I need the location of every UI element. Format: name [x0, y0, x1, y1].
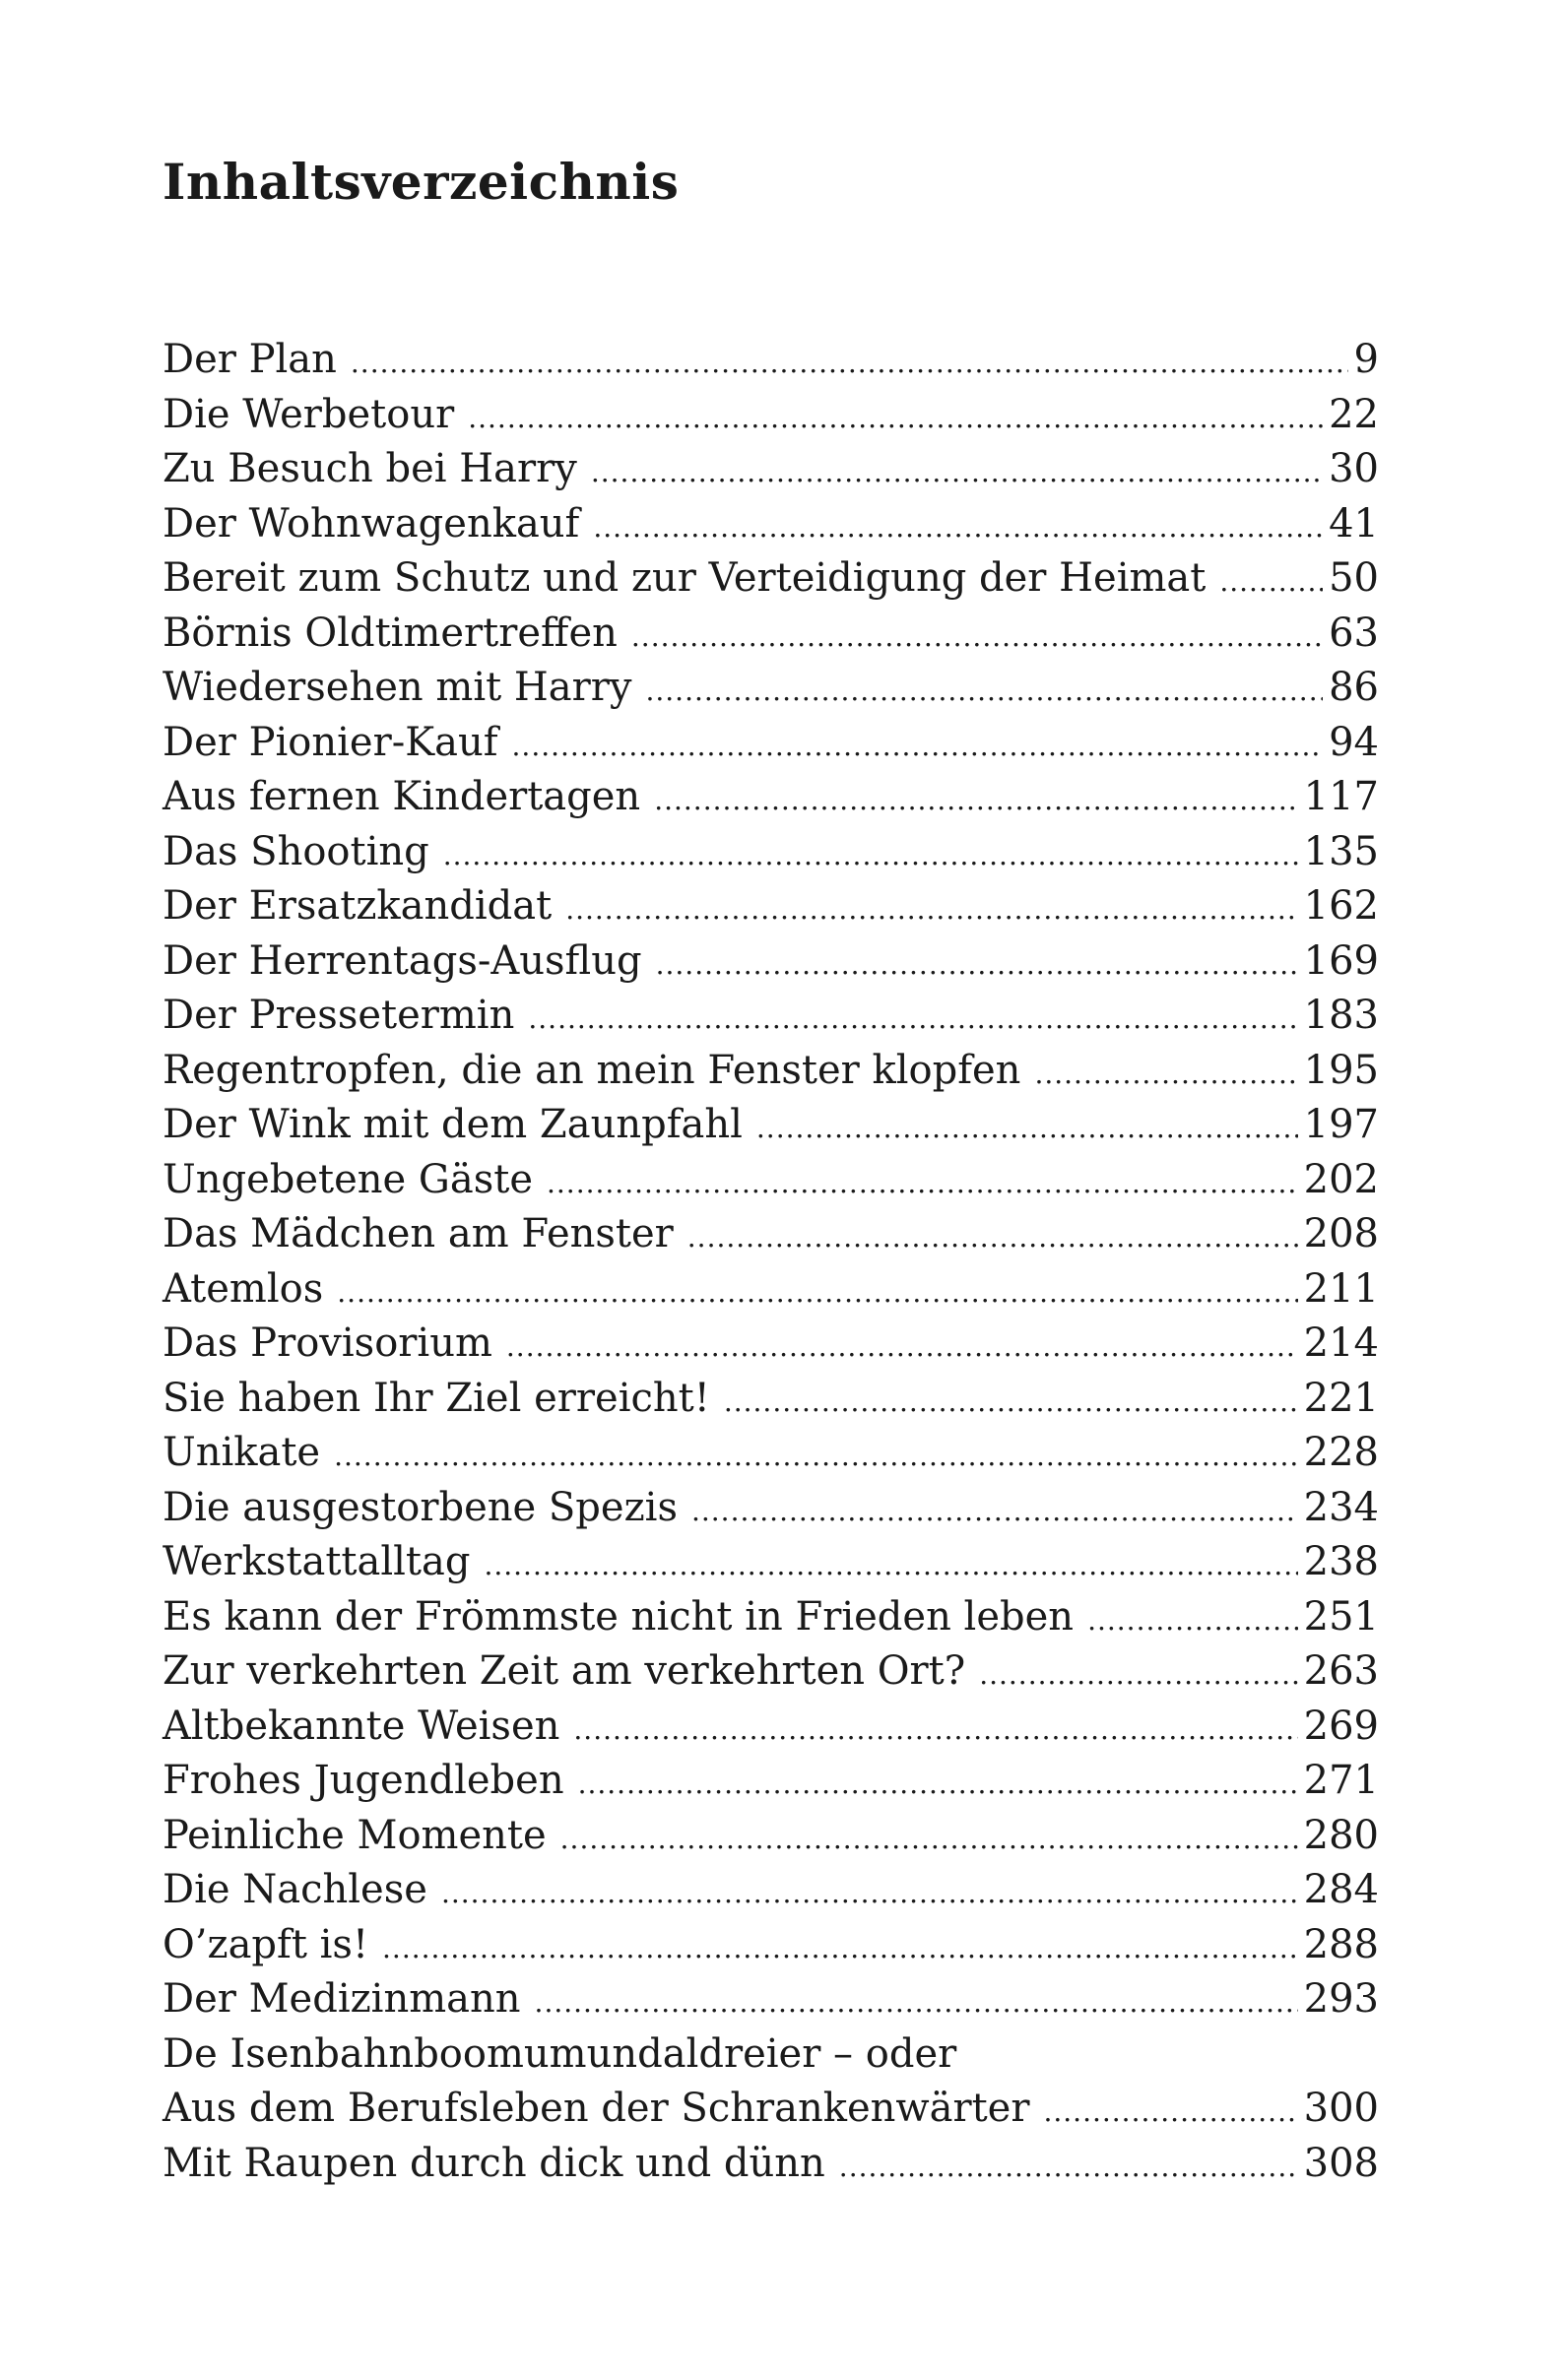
- toc-entry-line: [163, 1262, 1379, 1318]
- toc-entry-title: Peinliche Momente: [163, 1812, 547, 1858]
- toc-entry-line: [163, 1700, 1379, 1755]
- toc-entry: [163, 716, 1379, 771]
- dot-leader: [528, 992, 1297, 1047]
- toc-entry-line: [163, 770, 1379, 825]
- toc-entry-title: Der Plan: [163, 337, 337, 382]
- toc-entry-page-number: 214: [1303, 1320, 1379, 1366]
- toc-entry-line: [163, 1918, 1379, 1973]
- toc-entry-page-number: 293: [1303, 1976, 1379, 2022]
- toc-entry-line: [163, 1481, 1379, 1536]
- toc-entry-page-number: 197: [1303, 1102, 1379, 1147]
- toc-entry-page-number: 228: [1303, 1430, 1379, 1475]
- toc-entry-title: Das Mädchen am Fenster: [163, 1211, 674, 1256]
- toc-entry-title: Werkstattalltag: [163, 1539, 471, 1584]
- dot-leader: [512, 719, 1324, 774]
- toc-entry-line: [163, 1317, 1379, 1372]
- toc-entry-line: [163, 2137, 1379, 2192]
- toc-entry-title: Altbekannte Weisen: [163, 1703, 560, 1749]
- toc-entry: [163, 1262, 1379, 1318]
- toc-list: [163, 333, 1379, 2191]
- dot-leader: [1043, 2085, 1297, 2140]
- toc-entry-line: [163, 989, 1379, 1044]
- toc-entry-page-number: 234: [1303, 1484, 1379, 1530]
- toc-entry-title: Atemlos: [163, 1265, 324, 1312]
- dot-leader: [573, 1703, 1297, 1758]
- toc-entry-page-number: 50: [1329, 555, 1379, 601]
- toc-entry-line: [163, 607, 1379, 662]
- toc-entry: [163, 934, 1379, 990]
- toc-entry: [163, 1153, 1379, 1208]
- toc-entry-line: [163, 1863, 1379, 1918]
- toc-entry: [163, 1918, 1379, 1973]
- toc-entry-page-number: 162: [1303, 883, 1379, 929]
- dot-leader: [645, 664, 1323, 719]
- toc-entry: [163, 333, 1379, 388]
- toc-entry-line: [163, 1590, 1379, 1645]
- toc-entry: [163, 1863, 1379, 1918]
- toc-entry-line: [163, 1754, 1379, 1809]
- dot-leader: [334, 1429, 1298, 1484]
- dot-leader: [565, 882, 1297, 937]
- toc-entry-line: [163, 1644, 1379, 1700]
- dot-leader: [591, 445, 1323, 500]
- toc-entry-title: Die ausgestorbene Spezis: [163, 1484, 678, 1530]
- toc-entry-line: [163, 879, 1379, 934]
- toc-entry: [163, 1754, 1379, 1809]
- toc-entry-line: [163, 1809, 1379, 1864]
- dot-leader: [756, 1101, 1298, 1156]
- dot-leader: [654, 773, 1297, 828]
- toc-entry-title: O’zapft is!: [163, 1921, 369, 1967]
- toc-entry-title: Der Herrentags-Ausflug: [163, 937, 642, 984]
- toc-entry-title: Börnis Oldtimertreffen: [163, 610, 618, 656]
- toc-entry-page-number: 308: [1303, 2140, 1379, 2186]
- toc-heading: Inhaltsverzeichnis: [163, 153, 680, 211]
- toc-entry-page-number: 211: [1303, 1265, 1379, 1312]
- toc-entry: [163, 825, 1379, 880]
- toc-entry-line: [163, 2027, 1379, 2083]
- toc-entry-line: [163, 551, 1379, 607]
- toc-entry-title: De Isenbahnboomumundaldreier – oder: [163, 2030, 957, 2077]
- toc-entry-page-number: 288: [1303, 1921, 1379, 1967]
- toc-entry-line: [163, 1426, 1379, 1481]
- toc-entry-page-number: 183: [1303, 993, 1379, 1038]
- toc-entry-page-number: 63: [1329, 610, 1379, 656]
- toc-entry-line: [163, 2082, 1379, 2137]
- toc-entry-page-number: 280: [1303, 1812, 1379, 1858]
- toc-entry: [163, 388, 1379, 443]
- toc-entry-line: [163, 1098, 1379, 1153]
- dot-leader: [382, 1921, 1298, 1976]
- toc-entry-line: [163, 1153, 1379, 1208]
- toc-entry-page-number: 300: [1303, 2086, 1379, 2131]
- toc-entry-page-number: 271: [1303, 1758, 1379, 1803]
- toc-entry-page-number: 22: [1329, 391, 1379, 437]
- toc-entry-title: Der Medizinmann: [163, 1976, 521, 2022]
- toc-entry: [163, 1809, 1379, 1864]
- dot-leader: [506, 1319, 1298, 1375]
- toc-entry: [163, 1372, 1379, 1427]
- toc-entry-title: Bereit zum Schutz und zur Verteidigung der Heimat: [163, 555, 1207, 601]
- toc-entry-title: Regentropfen, die an mein Fenster klopfen: [163, 1047, 1021, 1093]
- dot-leader: [656, 937, 1298, 993]
- toc-entry-page-number: 86: [1329, 665, 1379, 710]
- toc-entry-title: Der Wink mit dem Zaunpfahl: [163, 1102, 743, 1147]
- toc-entry-line: [163, 825, 1379, 880]
- dot-leader: [631, 610, 1323, 665]
- dot-leader: [593, 500, 1323, 555]
- toc-entry-line: [163, 497, 1379, 552]
- toc-entry-page-number: 269: [1303, 1703, 1379, 1749]
- toc-entry-title: Aus fernen Kindertagen: [163, 774, 641, 819]
- toc-entry: [163, 607, 1379, 662]
- toc-entry-line: [163, 661, 1379, 716]
- toc-entry-page-number: 30: [1329, 446, 1379, 491]
- toc-entry-page-number: 251: [1303, 1593, 1379, 1640]
- toc-entry: [163, 1481, 1379, 1536]
- toc-entry-title: Die Werbetour: [163, 391, 455, 437]
- toc-entry-title: Sie haben Ihr Ziel erreicht!: [163, 1375, 710, 1421]
- dot-leader: [535, 1975, 1298, 2030]
- toc-entry: [163, 1535, 1379, 1590]
- toc-entry-page-number: 221: [1303, 1375, 1379, 1421]
- dot-leader: [979, 1647, 1297, 1703]
- toc-entry-title: Mit Raupen durch dick und dünn: [163, 2140, 825, 2186]
- toc-entry: [163, 1098, 1379, 1153]
- toc-entry-title: Unikate: [163, 1430, 321, 1475]
- toc-entry-title: Wiedersehen mit Harry: [163, 665, 632, 710]
- dot-leader: [1219, 554, 1323, 610]
- toc-entry: [163, 770, 1379, 825]
- dot-leader: [443, 828, 1298, 883]
- toc-entry-page-number: 117: [1303, 774, 1379, 819]
- toc-entry: [163, 879, 1379, 934]
- dot-leader: [1034, 1047, 1297, 1102]
- dot-leader: [839, 2140, 1298, 2195]
- toc-entry-page-number: 135: [1303, 828, 1379, 874]
- toc-entry: [163, 989, 1379, 1044]
- toc-entry-line: [163, 934, 1379, 990]
- toc-entry-title: Die Nachlese: [163, 1867, 427, 1912]
- toc-entry: [163, 2137, 1379, 2192]
- toc-entry: [163, 442, 1379, 497]
- toc-entry-title: Der Pressetermin: [163, 993, 515, 1038]
- toc-entry-page-number: 9: [1353, 337, 1379, 382]
- toc-entry-page-number: 284: [1303, 1867, 1379, 1912]
- toc-entry: [163, 2027, 1379, 2137]
- toc-entry-page-number: 208: [1303, 1211, 1379, 1256]
- toc-entry: [163, 1972, 1379, 2027]
- toc-entry-page-number: 169: [1303, 937, 1379, 984]
- dot-leader: [724, 1375, 1298, 1430]
- dot-leader: [468, 391, 1323, 446]
- dot-leader: [560, 1812, 1298, 1867]
- toc-entry: [163, 1044, 1379, 1099]
- toc-entry-line: [163, 716, 1379, 771]
- toc-entry-page-number: 41: [1329, 500, 1379, 547]
- toc-entry-title: Zur verkehrten Zeit am verkehrten Ort?: [163, 1648, 966, 1694]
- dot-leader: [687, 1210, 1298, 1265]
- toc-entry-line: [163, 333, 1379, 388]
- toc-entry-page-number: 202: [1303, 1156, 1379, 1202]
- toc-entry: [163, 1644, 1379, 1700]
- toc-entry-page-number: 94: [1329, 719, 1379, 765]
- toc-entry-line: [163, 1372, 1379, 1427]
- toc-entry-line: [163, 442, 1379, 497]
- toc-entry: [163, 1426, 1379, 1481]
- toc-entry-title: Zu Besuch bei Harry: [163, 446, 577, 491]
- dot-leader: [351, 336, 1348, 391]
- toc-entry: [163, 1700, 1379, 1755]
- toc-entry-page-number: 238: [1303, 1539, 1379, 1584]
- toc-entry-title: Der Pionier-Kauf: [163, 719, 498, 765]
- toc-entry: [163, 551, 1379, 607]
- toc-entry-line: [163, 388, 1379, 443]
- dot-leader: [1087, 1593, 1298, 1648]
- toc-entry-title: Der Wohnwagenkauf: [163, 500, 580, 547]
- toc-entry-title: Es kann der Frömmste nicht in Frieden leben: [163, 1593, 1075, 1640]
- dot-leader: [337, 1265, 1297, 1320]
- toc-entry-line: [163, 1044, 1379, 1099]
- toc-entry: [163, 497, 1379, 552]
- toc-entry-title: Frohes Jugendleben: [163, 1758, 564, 1803]
- toc-entry-title-continued: Aus dem Berufsleben der Schrankenwärter: [163, 2086, 1030, 2131]
- toc-entry: [163, 1590, 1379, 1645]
- dot-leader: [691, 1484, 1298, 1539]
- toc-entry-title: Ungebetene Gäste: [163, 1156, 533, 1202]
- toc-entry: [163, 1207, 1379, 1262]
- toc-entry-line: [163, 1535, 1379, 1590]
- dot-leader: [578, 1757, 1298, 1812]
- toc-entry-title: Das Shooting: [163, 828, 429, 874]
- toc-entry-page-number: 263: [1303, 1648, 1379, 1694]
- toc-entry-page-number: 195: [1303, 1047, 1379, 1093]
- toc-entry: [163, 661, 1379, 716]
- dot-leader: [441, 1866, 1298, 1921]
- dot-leader: [547, 1156, 1298, 1211]
- toc-entry-line: [163, 1972, 1379, 2027]
- toc-entry-line: [163, 1207, 1379, 1262]
- dot-leader: [484, 1538, 1297, 1593]
- toc-entry-title: Das Provisorium: [163, 1320, 492, 1366]
- toc-entry-title: Der Ersatzkandidat: [163, 883, 553, 929]
- toc-entry: [163, 1317, 1379, 1372]
